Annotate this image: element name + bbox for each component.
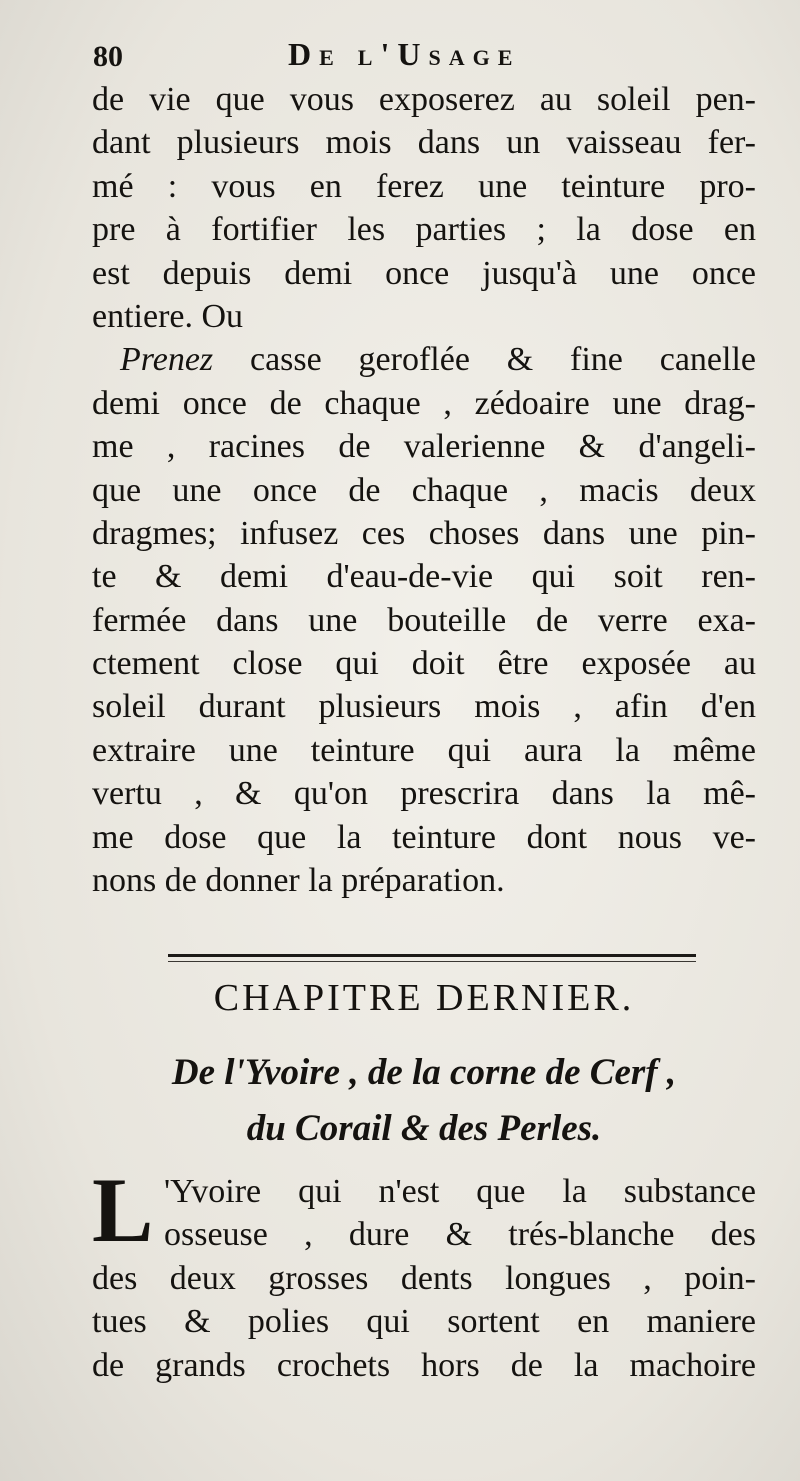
text-line: que une once de chaque , macis deux: [92, 471, 756, 509]
text-line: de grands crochets hors de la machoire: [92, 1346, 756, 1384]
chapter-subtitle: [92, 1045, 756, 1157]
section-divider: [168, 954, 696, 957]
text-line: tues & polies qui sortent en maniere: [92, 1303, 756, 1341]
text-line: soleil durant plusieurs mois , afin d'en: [92, 688, 756, 726]
text-line: pre à fortifier les parties ; la dose en: [92, 211, 756, 249]
recipe-first-line: [92, 338, 756, 381]
chapter-title: CHAPITRE DERNIER.: [213, 977, 635, 1019]
text-line: te & demi d'eau-de-vie qui soit ren-: [92, 558, 756, 596]
text-line: est depuis demi once jusqu'à une once: [92, 254, 756, 292]
text-line: nons de donner la préparation.: [92, 862, 505, 900]
text-line: dant plusieurs mois dans un vaisseau fer-: [92, 124, 756, 162]
page-header: [93, 36, 753, 80]
text-line: ctement close qui doit être exposée au: [92, 645, 756, 683]
text-line: 'Yvoire qui n'est que la substance: [164, 1173, 756, 1210]
chapter-subtitle-line: De l'Yvoire , de la corne de Cerf ,: [171, 1052, 677, 1093]
text-line: demi once de chaque , zédoaire une drag-: [92, 384, 756, 422]
text-line: extraire une teinture qui aura la même: [92, 731, 756, 769]
chapter-subtitle-line: du Corail & des Perles.: [246, 1108, 602, 1149]
text-line: dragmes; infusez ces choses dans une pin-: [92, 514, 756, 552]
text-line: me dose que la teinture dont nous ve-: [92, 818, 756, 856]
running-head: De l'Usage: [288, 36, 521, 72]
text-line: mé : vous en ferez une teinture pro-: [92, 167, 756, 205]
text-line: entiere. Ou: [92, 297, 244, 335]
page-number: 80: [93, 40, 123, 73]
text-line: osseuse , dure & trés-blanche des: [164, 1216, 756, 1254]
text-line: de vie que vous exposerez au soleil pen-: [92, 81, 756, 118]
text-line: me , racines de valerienne & d'angeli-: [92, 428, 756, 466]
body-text: [92, 78, 756, 902]
text-line: des deux grosses dents longues , poin-: [92, 1259, 756, 1297]
recipe-lead-word: Prenez: [120, 341, 214, 379]
section-divider-thin: [168, 961, 696, 962]
recipe-first-line-text: casse geroflée & fine canelle: [213, 341, 756, 379]
chapter-body: [92, 1159, 756, 1387]
text-line: fermée dans une bouteille de verre exa-: [92, 601, 756, 639]
drop-cap: L: [92, 1159, 154, 1261]
text-line: vertu , & qu'on prescrira dans la mê-: [92, 775, 756, 813]
